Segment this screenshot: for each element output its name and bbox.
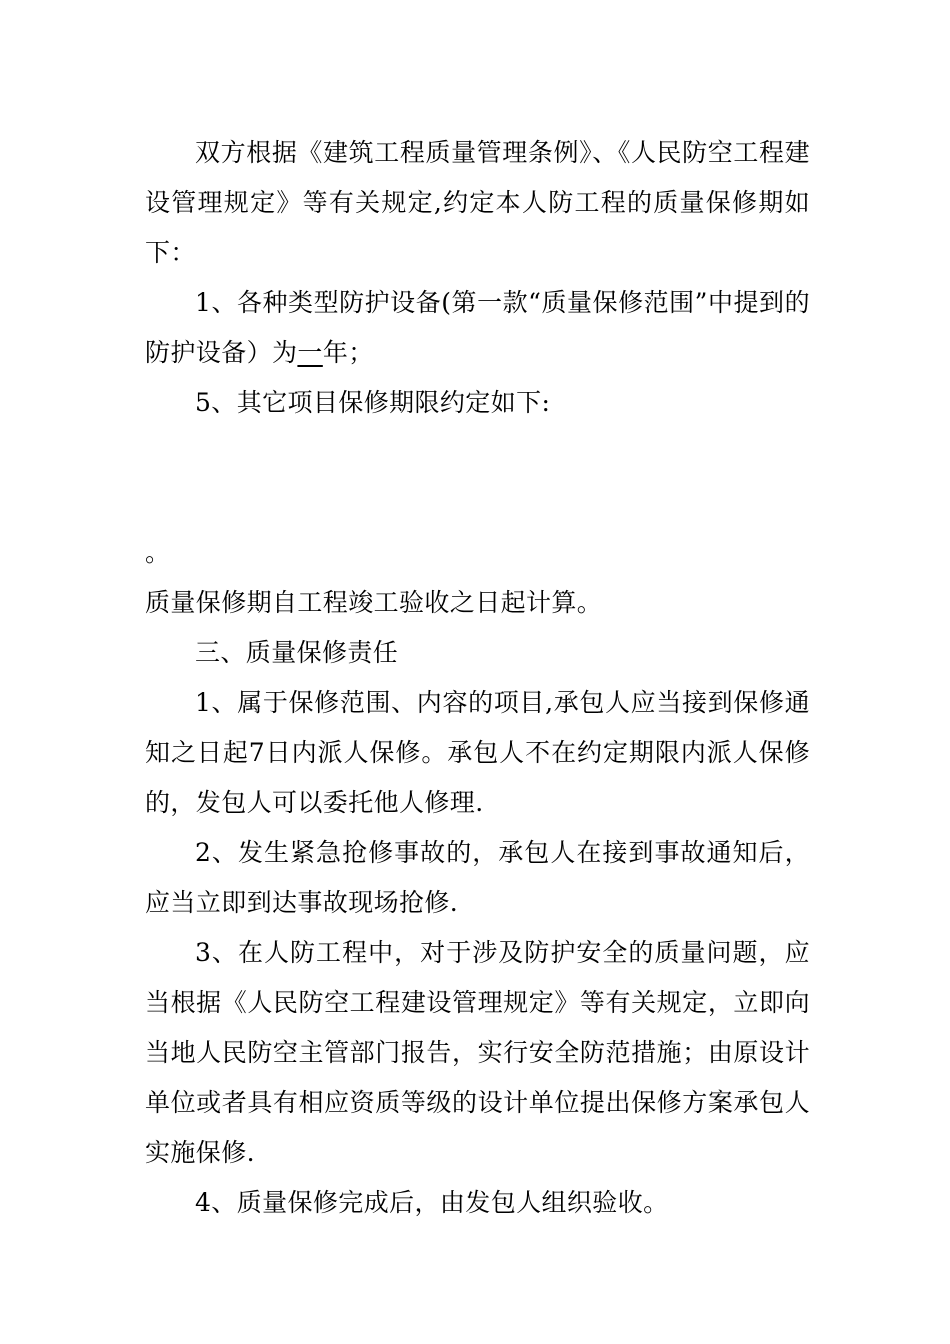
paragraph-responsibility-1: 1、属于保修范围、内容的项目,承包人应当接到保修通知之日起7日内派人保修。承包人不在约定期限内派人保修的，发包人可以委托他人修理. (145, 688, 810, 817)
paragraph-warranty-intro: 双方根据《建筑工程质量管理条例》、《人民防空工程建设管理规定》等有关规定,约定本人防工程的质量保修期如下： (145, 138, 810, 267)
paragraph-responsibility-2: 2、发生紧急抢修事故的，承包人在接到事故通知后，应当立即到达事故现场抢修. (145, 838, 810, 917)
paragraph-warranty-start: 质量保修期自工程竣工验收之日起计算。 (145, 588, 603, 617)
blank-space (145, 428, 810, 528)
paragraph-other-items: 5、其它项目保修期限约定如下: (195, 388, 551, 417)
paragraph-responsibility-4: 4、质量保修完成后，由发包人组织验收。 (195, 1188, 669, 1217)
warranty-years-underlined: 一 (297, 338, 323, 367)
paragraph-period-mark: 。 (145, 538, 171, 567)
document-body (145, 128, 810, 1228)
protective-equipment-text: 1、各种类型防护设备(第一款“质量保修范围”中提到的防护设备）为 (145, 288, 810, 367)
paragraph-protective-equipment (145, 278, 810, 378)
section-heading-responsibility: 三、质量保修责任 (195, 638, 399, 667)
protective-equipment-suffix: 年； (322, 338, 374, 367)
paragraph-responsibility-3: 3、在人防工程中，对于涉及防护安全的质量问题，应当根据《人民防空工程建设管理规定》等有关规定，立即向当地人民防空主管部门报告，实行安全防范措施；由原设计单位或者具有相应资质等级的设计单位提出保修方案承包人实施保修. (145, 938, 810, 1167)
